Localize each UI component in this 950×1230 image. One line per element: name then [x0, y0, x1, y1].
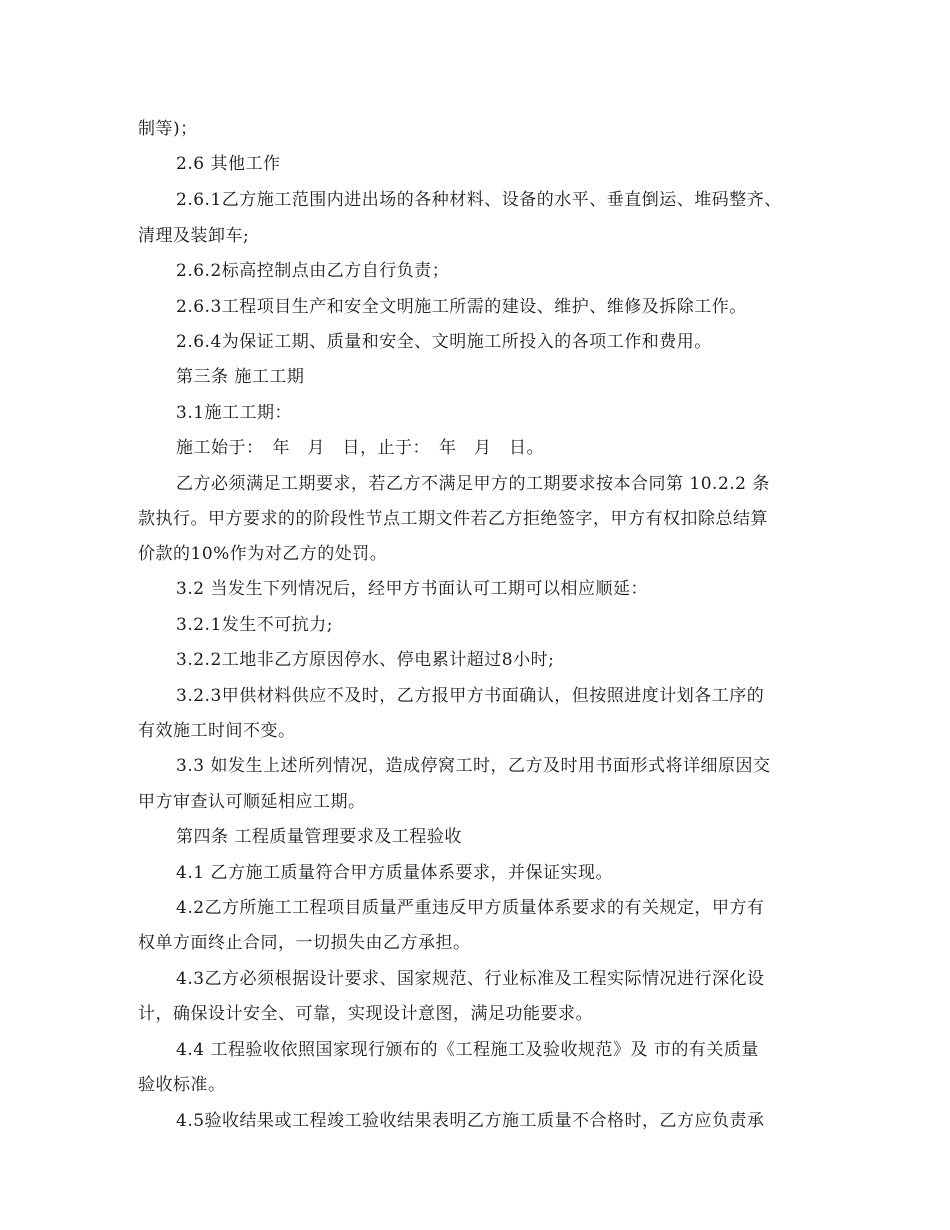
text-line: 2.6.4为保证工期、质量和安全、文明施工所投入的各项工作和费用。 — [176, 332, 712, 352]
text-line: 验收标准。 — [138, 1075, 226, 1095]
text-line: 2.6.1乙方施工范围内进出场的各种材料、设备的水平、垂直倒运、堆码整齐、 — [176, 190, 782, 210]
text-line: 价款的10%作为对乙方的处罚。 — [138, 544, 388, 564]
text-line: 3.2.1发生不可抗力; — [176, 615, 333, 635]
text-line: 4.4 工程验收依照国家现行颁布的《工程施工及验收规范》及 市的有关质量 — [176, 1040, 759, 1060]
text-line: 3.2 当发生下列情况后，经甲方书面认可工期可以相应顺延： — [176, 579, 648, 599]
text-line: 4.3乙方必须根据设计要求、国家规范、行业标准及工程实际情况进行深化设 — [176, 969, 765, 989]
text-line: 乙方必须满足工期要求，若乙方不满足甲方的工期要求按本合同第 10.2.2 条 — [176, 474, 770, 494]
text-line: 施工始于： 年 月 日，止于： 年 月 日。 — [176, 438, 544, 458]
article-heading: 第三条 施工工期 — [176, 367, 305, 387]
text-line: 权单方面终止合同，一切损失由乙方承担。 — [138, 933, 471, 953]
text-line: 4.1 乙方施工质量符合甲方质量体系要求，并保证实现。 — [176, 863, 613, 883]
text-line: 4.2乙方所施工工程项目质量严重违反甲方质量体系要求的有关规定，甲方有 — [176, 898, 765, 918]
text-line: 3.2.3甲供材料供应不及时，乙方报甲方书面确认，但按照进度计划各工序的 — [176, 686, 765, 706]
text-line: 3.2.2工地非乙方原因停水、停电累计超过8小时; — [176, 650, 555, 670]
section-heading: 2.6 其他工作 — [176, 154, 281, 174]
text-line: 2.6.2标高控制点由乙方自行负责； — [176, 261, 450, 281]
text-line: 3.3 如发生上述所列情况，造成停窝工时，乙方及时用书面形式将详细原因交 — [176, 756, 771, 776]
text-line: 款执行。甲方要求的的阶段性节点工期文件若乙方拒绝签字，甲方有权扣除总结算 — [138, 509, 768, 529]
text-line: 有效施工时间不变。 — [138, 721, 296, 741]
text-line: 制等)； — [138, 119, 198, 139]
text-line: 3.1施工工期： — [176, 403, 293, 423]
text-line: 4.5验收结果或工程竣工验收结果表明乙方施工质量不合格时，乙方应负责承 — [176, 1111, 765, 1131]
text-line: 甲方审查认可顺延相应工期。 — [138, 792, 366, 812]
article-heading: 第四条 工程质量管理要求及工程验收 — [176, 827, 462, 847]
text-line: 清理及装卸车; — [138, 226, 250, 246]
text-line: 2.6.3工程项目生产和安全文明施工所需的建设、维护、维修及拆除工作。 — [176, 297, 747, 317]
text-line: 计，确保设计安全、可靠，实现设计意图，满足功能要求。 — [138, 1004, 593, 1024]
